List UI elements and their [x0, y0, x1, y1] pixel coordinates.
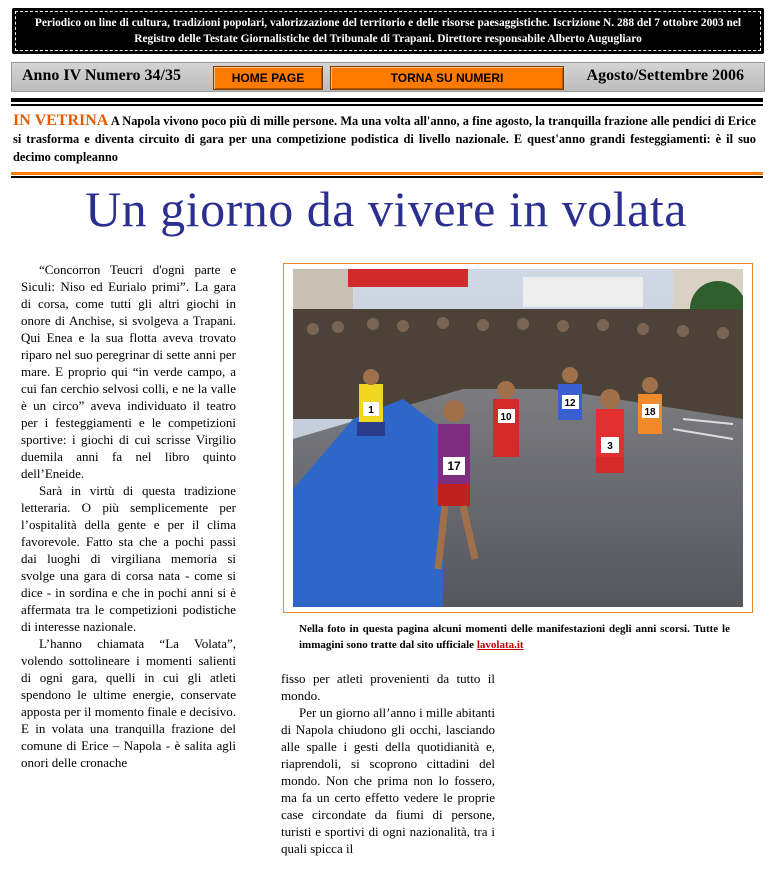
divider-bottom-thin: [11, 176, 763, 178]
article-column-2: [281, 670, 495, 882]
paragraph: Sarà in virtù di questa tradizione letteraria. O più semplicemente per l’ospitalità della gente e per il clima favorevole. Fatto sta che a pochi passi dai luoghi di virgiliana memoria si svolge una gara di corsa nata - come si dice - in sordina e che in pochi anni si è affermata tra le competizioni podistiche di interesse nazionale.: [21, 483, 236, 634]
article-column-1: [21, 261, 236, 877]
bib-number: 12: [564, 398, 576, 409]
home-page-button[interactable]: HOME PAGE: [213, 66, 323, 90]
issue-date: Agosto/Settembre 2006: [586, 67, 744, 84]
caption-link[interactable]: lavolata.it: [476, 639, 524, 651]
paragraph-continuation: fisso per atleti provenienti da tutto il mondo.: [281, 671, 495, 703]
banner-text: Periodico on line di cultura, tradizioni popolari, valorizzazione del territorio e delle risorse paesaggistiche. Iscrizione N. 288 del 7 ottobre 2003 nel Registro delle Testate Giornalistiche del Tribunale di Trapani. Direttore responsabile Alberto Augugliaro: [34, 17, 742, 45]
article-title: Un giorno da vivere in volata: [85, 181, 687, 237]
masthead-banner: [12, 8, 764, 54]
vetrina-kicker: IN VETRINA: [13, 112, 109, 129]
divider-top-thin: [11, 104, 763, 106]
vetrina-text: A Napola vivono poco più di mille persone. Ma una volta all'anno, a fine agosto, la tranquilla frazione alle pendici di Erice si trasforma e diventa circuito di gara per una competizione podistica di livello nazionale. E quest'anno grandi festeggiamenti: è il suo decimo compleanno: [13, 114, 756, 164]
bib-number: 3: [607, 441, 613, 452]
race-photo: [293, 269, 743, 607]
paragraph: “Concorron Teucri d'ogni parte e Siculi: Niso ed Eurialo primi”. La gara di corsa, come tutti gli altri giochi in onore di Anchise, si svolgeva a Trapani. Qui Enea e la sua flotta aveva trovato riparo nel suo peregrinar di sette anni per mare. E proprio qui “in verde campo, a cui fan cerchio selvosi colli, e ne la valle è un circo” aveva individuato il teatro per i festeggiamenti e le competizioni sportive: i giochi di cui scrisse Virgilio duemila anni fa nel libro quinto dell’Eneide.: [21, 262, 236, 481]
paragraph: Per un giorno all’anno i mille abitanti di Napola chiudono gli occhi, lasciando alle spalle i gesti della quotidianità e, riaprendoli, si scoprono cittadini del mondo. Non che prima non lo fossero, ma fa un certo effetto vedere le proprie case circondate da fiumi di persone, turisti e sportivi di ogni nazionalità, tra i quali spicca il: [281, 705, 495, 856]
paragraph: L’hanno chiamata “La Volata”, volendo sottolineare i momenti salienti di ogni gara, quelli in cui gli atleti spendono le ultime energie, conservate apposta per il momento finale e decisivo. E in volata una tranquilla frazione del comune di Erice – Napola - è salita agli onori delle cronache: [21, 636, 236, 770]
vetrina-teaser: [13, 112, 756, 166]
bib-number: 18: [644, 407, 656, 418]
issue-bar: [11, 62, 765, 92]
photo-caption: [299, 621, 730, 653]
back-to-issues-button[interactable]: TORNA SU NUMERI: [330, 66, 564, 90]
bib-number: 10: [500, 412, 512, 423]
issue-number: Anno IV Numero 34/35: [22, 67, 181, 84]
divider-top: [11, 98, 763, 102]
divider-orange: [11, 172, 763, 175]
caption-text: Nella foto in questa pagina alcuni momenti delle manifestazioni degli anni scorsi. Tutte le immagini sono tratte dal sito ufficiale: [299, 623, 730, 651]
bib-number: 17: [447, 459, 461, 473]
bib-number: 1: [368, 405, 374, 416]
photo-frame: [283, 263, 753, 613]
